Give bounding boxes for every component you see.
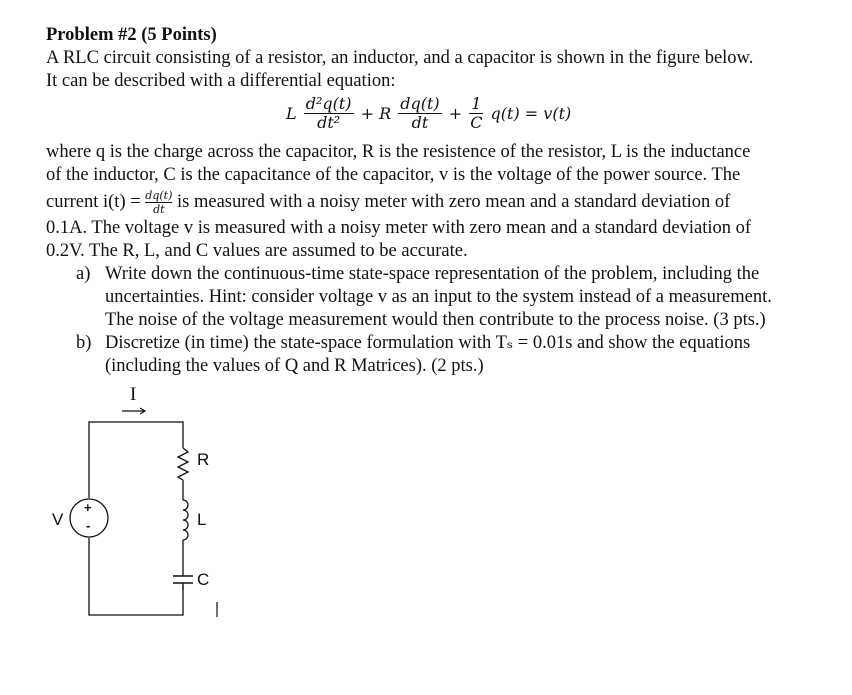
eq-term-1-num: d²q(t) [305, 94, 352, 113]
eq-term-3-num: 1 [471, 94, 482, 113]
question-a-line-3: The noise of the voltage measurement would then contribute to the process noise. (3 pts.) [105, 310, 766, 330]
eq-rhs: q(t) = v(t) [490, 104, 572, 123]
intro-line-1: A RLC circuit consisting of a resistor, an inductor, and a capacitor is shown in the figure below. [46, 48, 754, 68]
eq-term-2 [398, 95, 441, 132]
source-plus-sign: + [84, 500, 92, 515]
capacitor-label: C [197, 570, 210, 589]
intro-line-2: It can be described with a differential equation: [46, 71, 396, 91]
problem-document [46, 24, 836, 378]
eq-term-2-den: dt [411, 113, 429, 132]
top-wire [89, 422, 183, 498]
rlc-circuit-diagram [40, 380, 280, 640]
description-line-3 [46, 187, 836, 217]
inductor-label: L [197, 510, 207, 529]
question-b [46, 332, 836, 378]
eq-L: L [286, 104, 297, 123]
question-b-line-1: Discretize (in time) the state-space formulation with Tₛ = 0.01s and show the equations [105, 333, 751, 353]
problem-title: Problem #2 (5 Points) [46, 25, 217, 45]
source-minus-sign: - [86, 518, 91, 533]
description-line-1: where q is the charge across the capacitor, R is the resistence of the resistor, L is the inductance [46, 142, 751, 162]
description-line-4: 0.1A. The voltage v is measured with a noisy meter with zero mean and a standard deviation of [46, 218, 752, 238]
current-fraction [145, 189, 172, 216]
resistor-label: R [197, 450, 210, 469]
eq-plus: + [448, 104, 463, 123]
description-line-2: of the inductor, C is the capacitance of the capacitor, v is the voltage of the power source. The [46, 165, 741, 185]
eq-term-1-den: dt² [317, 113, 341, 132]
eq-term-2-num: dq(t) [400, 94, 440, 113]
differential-equation [46, 93, 836, 141]
resistor-symbol [178, 448, 188, 480]
bottom-wire [89, 538, 183, 615]
current-fraction-den: dt [153, 203, 165, 217]
description-line-5: 0.2V. The R, L, and C values are assumed to be accurate. [46, 241, 468, 261]
question-a [46, 263, 836, 332]
eq-plus-R: + R [360, 104, 392, 123]
circuit-svg [40, 380, 280, 640]
current-definition: current i(t) = [46, 192, 141, 212]
question-b-line-2: (including the values of Q and R Matrices). (2 pts.) [105, 356, 484, 376]
current-measurement-text: is measured with a noisy meter with zero mean and a standard deviation of [177, 192, 731, 212]
question-a-line-2: uncertainties. Hint: consider voltage v as an input to the system instead of a measurement. [105, 287, 772, 307]
question-a-line-1: Write down the continuous-time state-space representation of the problem, including the [105, 264, 760, 284]
question-a-label: a) [76, 264, 91, 284]
eq-term-3-den: C [470, 113, 483, 132]
eq-term-1 [304, 95, 354, 132]
inductor-symbol [183, 500, 188, 540]
current-fraction-num: dq(t) [145, 189, 173, 203]
source-label: V [52, 510, 64, 529]
question-b-label: b) [76, 333, 92, 353]
current-label: I [130, 384, 137, 405]
eq-term-3 [469, 95, 483, 132]
